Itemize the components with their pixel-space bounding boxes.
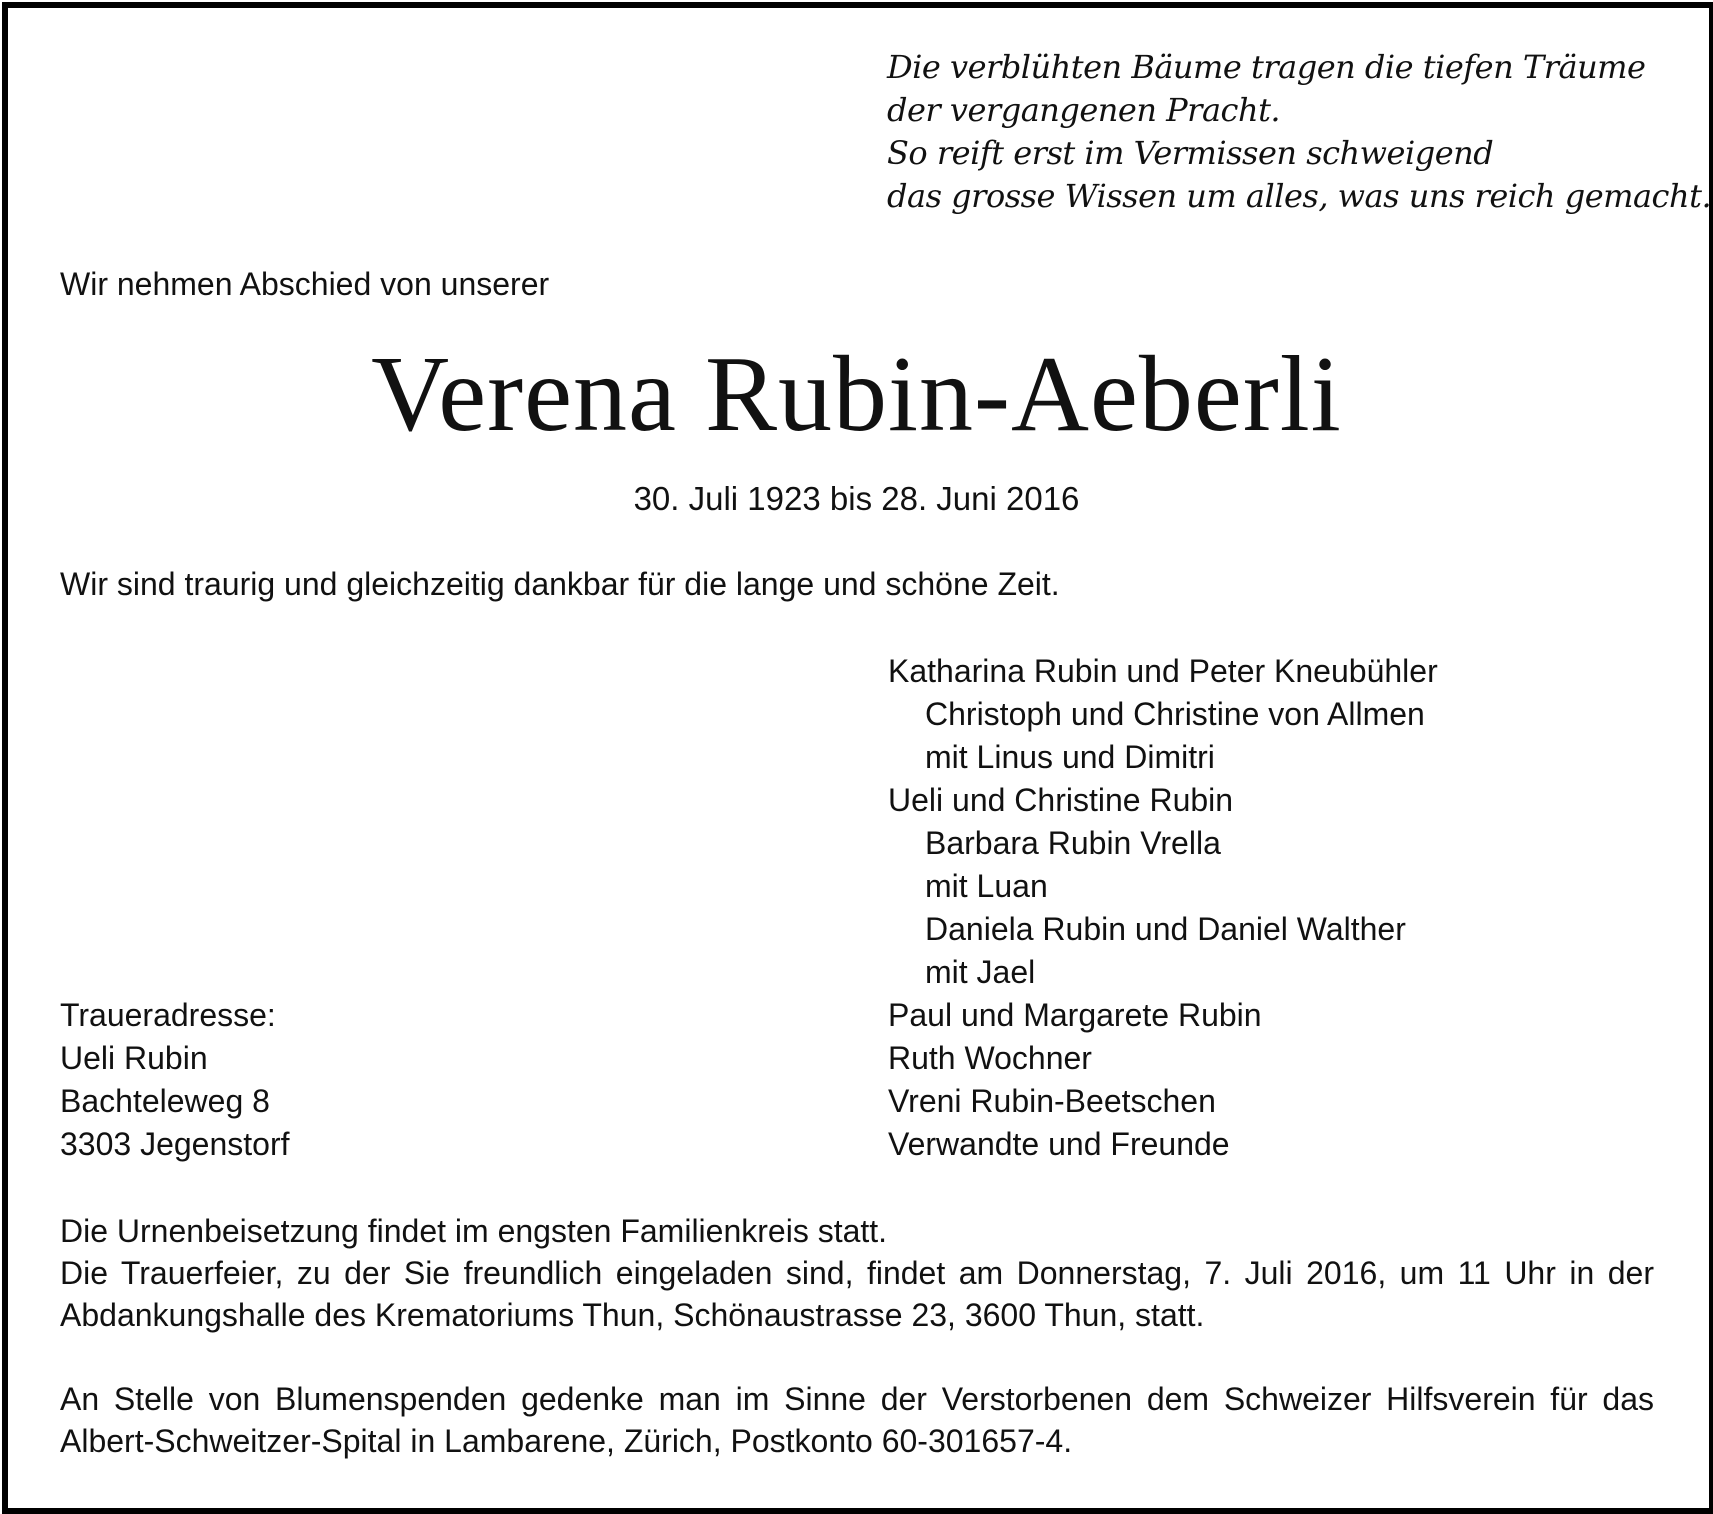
burial-notice: Die Urnenbeisetzung findet im engsten Familienkreis statt. xyxy=(60,1213,888,1249)
notices xyxy=(60,1210,1654,1462)
mourner-entry: Barbara Rubin Vrella xyxy=(925,825,1221,861)
address-line: Ueli Rubin xyxy=(60,1040,208,1076)
mourner-entry: Daniela Rubin und Daniel Walther xyxy=(925,911,1406,947)
poem-line: So reift erst im Vermissen schweigend xyxy=(887,134,1494,172)
deceased-name: Verena Rubin-Aeberli xyxy=(371,335,1342,454)
poem xyxy=(887,46,1711,218)
mourner-entry: Paul und Margarete Rubin xyxy=(888,997,1262,1033)
mourner-entry: Ueli und Christine Rubin xyxy=(888,782,1234,818)
donation-notice: An Stelle von Blumenspenden gedenke man im Sinne der Verstorbenen dem Schweizer Hilfsverein für das Albert-Schweitzer-Spital in Lambarene, Zürich, Postkonto 60-301657-4. xyxy=(60,1381,1654,1459)
address-line: Bachteleweg 8 xyxy=(60,1083,270,1119)
mourner-entry: Vreni Rubin-Beetschen xyxy=(888,1083,1216,1119)
mourner-entry: Verwandte und Freunde xyxy=(888,1126,1230,1162)
mourner-entry: mit Linus und Dimitri xyxy=(925,739,1215,775)
poem-line: Die verblühten Bäume tragen die tiefen Träume xyxy=(887,48,1646,86)
mourner-entry: Ruth Wochner xyxy=(888,1040,1092,1076)
grief-statement: Wir sind traurig und gleichzeitig dankbar für die lange und schöne Zeit. xyxy=(60,566,1060,602)
mourner-entry: mit Jael xyxy=(925,954,1036,990)
mourner-entry: Christoph und Christine von Allmen xyxy=(925,696,1425,732)
mourning-address xyxy=(60,994,290,1166)
address-line: 3303 Jegenstorf xyxy=(60,1126,290,1162)
mourners-list xyxy=(888,650,1438,1166)
mourner-entry: Katharina Rubin und Peter Kneubühler xyxy=(888,653,1438,689)
life-dates: 30. Juli 1923 bis 28. Juni 2016 xyxy=(633,480,1080,517)
intro-text: Wir nehmen Abschied von unserer xyxy=(60,266,550,302)
mourner-entry: mit Luan xyxy=(925,868,1048,904)
ceremony-notice: Die Trauerfeier, zu der Sie freundlich eingeladen sind, findet am Donnerstag, 7. Juli 2016, um 11 Uhr in der Abdankungshalle des Krematoriums Thun, Schönaustrasse 23, 3600 Thun, statt. xyxy=(60,1255,1654,1333)
poem-line: das grosse Wissen um alles, was uns reich gemacht. xyxy=(887,177,1712,215)
address-label: Traueradresse: xyxy=(60,997,276,1033)
poem-line: der vergangenen Pracht. xyxy=(887,91,1281,129)
